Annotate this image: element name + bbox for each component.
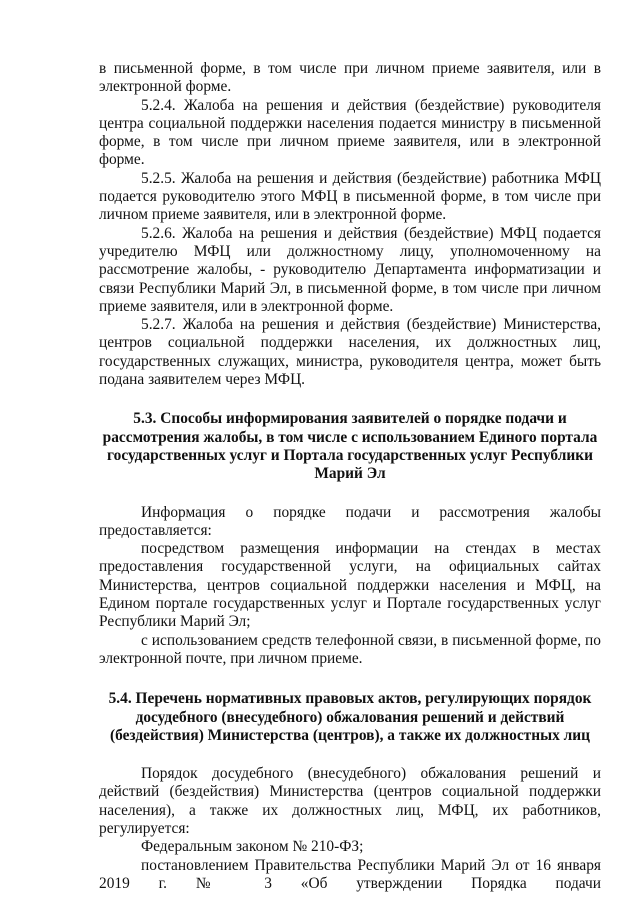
section-5-3-heading: 5.3. Способы информирования заявителей о порядке подачи и рассмотрения жалобы, в том числе с использованием Единого портала государственных услуг и Портала государственных услуг Республики Марий Эл [102, 410, 598, 483]
section-5-4-item: Федеральным законом № 210-ФЗ; [141, 838, 364, 856]
spacer [99, 745, 601, 765]
section-5-4-item: постановлением Правительства Республики Марий Эл от 16 января 2019 г. № 3 «Об утверждении Порядка подачи [99, 856, 601, 892]
spacer [99, 668, 601, 690]
section-5-4-intro: Порядок досудебного (внесудебного) обжалования решений и действий (бездействия) Министерства (центров социальной поддержки населения), а также их должностных лиц, МФЦ, их работников, регулируется: [99, 765, 601, 837]
paragraph-5-2-4: 5.2.4. Жалоба на решения и действия (бездействие) руководителя центра социальной поддержки населения подается министру в письменной форме, в том числе при личном приеме заявителя, или в электронной форме. [99, 96, 601, 169]
section-5-3-item: с использованием средств телефонной связи, в письменной форме, по электронной почте, при личном приеме. [99, 631, 601, 667]
section-5-3-intro: Информация о порядке подачи и рассмотрения жалобы предоставляется: [99, 503, 601, 539]
paragraph-5-2-7: 5.2.7. Жалоба на решения и действия (бездействие) Министерства, центров социальной поддержки населения, их должностных лиц, государственных служащих, министра, руководителя центра, может быть подана заявителем через МФЦ. [99, 316, 601, 389]
spacer [99, 389, 601, 410]
paragraph-5-2-6: 5.2.6. Жалоба на решения и действия (бездействие) МФЦ подается учредителю МФЦ или должностному лицу, уполномоченному на рассмотрение жалобы, - руководителю Департамента информатизации и связи Республики Марий Эл, в письменной форме, в том числе при личном приеме заявителя, или в электронной форме. [99, 224, 601, 315]
paragraph-continuation: в письменной форме, в том числе при личном приеме заявителя, или в электронной форме. [99, 60, 601, 96]
spacer [99, 484, 601, 504]
section-5-4-heading: 5.4. Перечень нормативных правовых актов, регулирующих порядок досудебного (внесудебного) обжалования решений и действий (бездействия) Министерства (центров), а также их должностных лиц [108, 690, 592, 744]
section-5-3-item: посредством размещения информации на стендах в местах предоставления государственной услуги, на официальных сайтах Министерства, центров социальной поддержки населения и МФЦ, на Едином портале государственных услуг и Портале государственных услуг Республики Марий Эл; [99, 540, 601, 631]
paragraph-5-2-5: 5.2.5. Жалоба на решения и действия (бездействие) работника МФЦ подается руководителю этого МФЦ в письменной форме, в том числе при личном приеме заявителя, или в электронной форме. [99, 169, 601, 224]
